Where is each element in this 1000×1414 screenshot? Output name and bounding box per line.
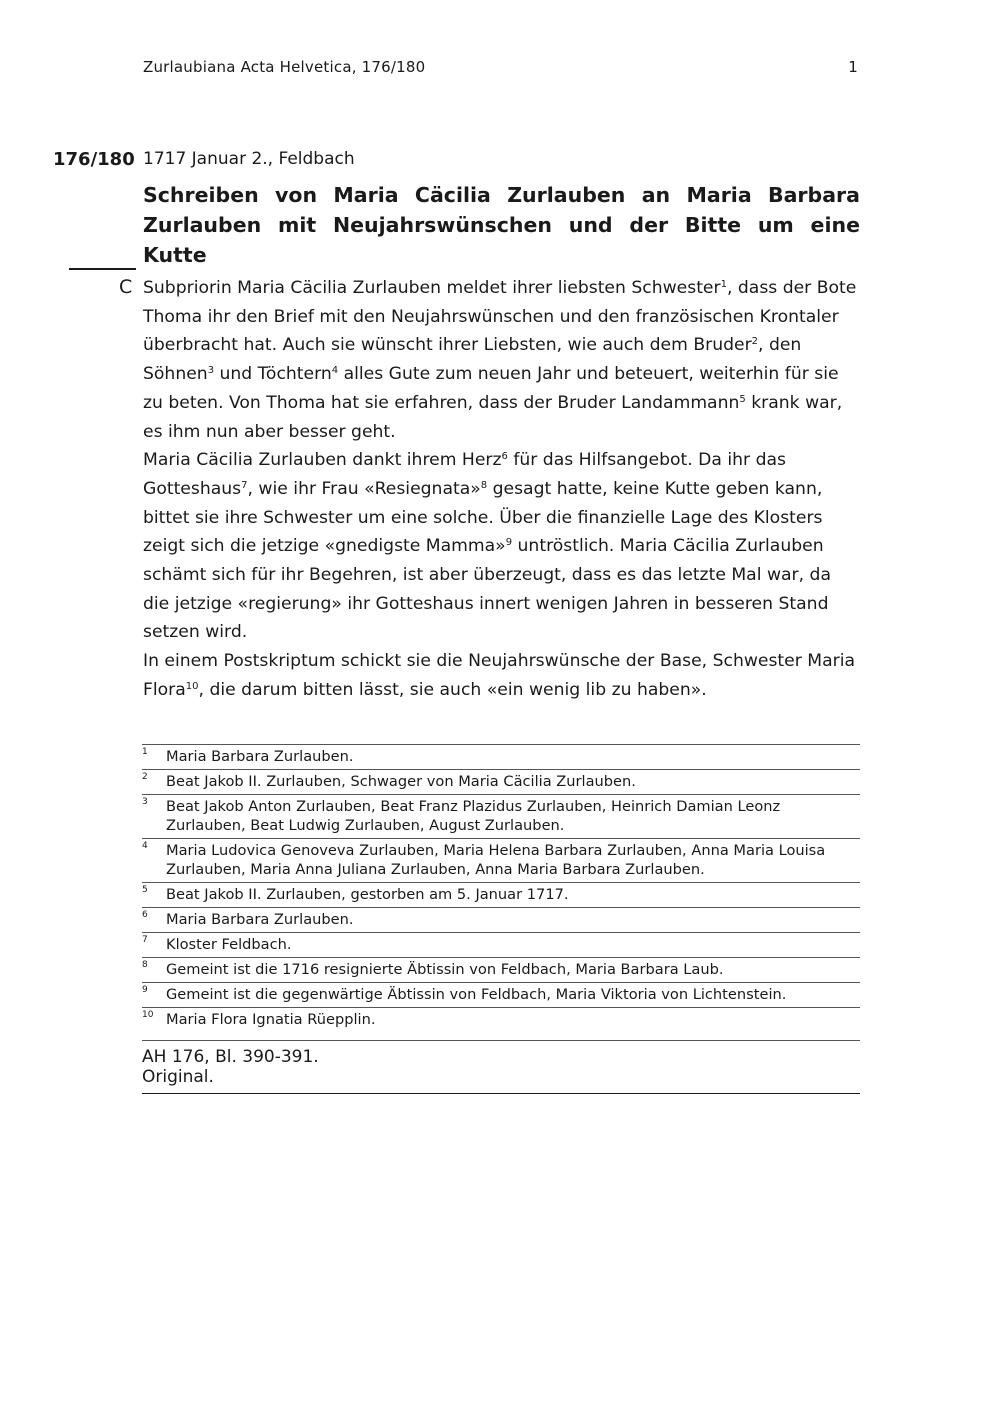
footnote-ref[interactable]: 3 (207, 365, 215, 377)
footnotes (142, 744, 860, 1094)
footnote-number: 8 (142, 960, 148, 970)
footnote-number: 2 (142, 772, 148, 782)
footnote-text: Maria Barbara Zurlauben. (166, 748, 354, 765)
footnote-ref[interactable]: 8 (480, 479, 488, 491)
footnote-ref[interactable]: 2 (751, 336, 759, 348)
regest-text: für das Hilfsangebot. Da ihr das Gotteshaus (143, 450, 786, 499)
regest-text: , den Söhnen (143, 335, 802, 385)
type-rule (69, 268, 136, 270)
regest-text: In einem Postskriptum schickt sie die Neujahrswünsche der Base, Schwester Maria Flora (143, 651, 856, 700)
footnote-number: 10 (142, 1010, 154, 1020)
regest-paragraph (143, 446, 860, 647)
footnote-text: Kloster Feldbach. (166, 936, 292, 953)
footnote-ref[interactable]: 9 (505, 537, 513, 549)
footnote-ref[interactable]: 1 (720, 279, 727, 290)
document-type-letter: C (119, 276, 133, 298)
footnote (142, 982, 860, 1007)
regest-text: Subpriorin Maria Cäcilia Zurlauben meldet ihrer liebsten Schwester (143, 278, 721, 298)
footnote-text: Beat Jakob II. Zurlauben, gestorben am 5. Januar 1717. (166, 886, 569, 903)
footnote (142, 957, 860, 982)
footnote-ref[interactable]: 4 (331, 365, 339, 377)
running-header (143, 58, 860, 76)
footnote (142, 769, 860, 794)
regest-text: alles Gute zum neuen Jahr und beteuert, weiterhin für sie zu beten. Von Thoma hat sie erfahren, dass der Bruder Landammann (143, 364, 839, 413)
footnote-text: Beat Jakob Anton Zurlauben, Beat Franz Plazidus Zurlauben, Heinrich Damian Leonz Zurlauben, Beat Ludwig Zurlauben, August Zurlauben. (166, 798, 781, 834)
footnote-ref[interactable]: 5 (739, 393, 746, 405)
footnote-number: 9 (142, 985, 148, 995)
footnote (142, 907, 860, 932)
regest-text: Maria Cäcilia Zurlauben dankt ihrem Herz (143, 450, 502, 471)
footnote-number: 1 (142, 747, 148, 757)
regest-text: und Töchtern (214, 364, 332, 385)
footnote (142, 838, 860, 882)
regest-paragraph (143, 274, 860, 446)
footnote-number: 6 (142, 910, 148, 920)
footnote (142, 744, 860, 769)
footnote (142, 882, 860, 907)
regest (143, 274, 860, 705)
footnote (142, 932, 860, 957)
source-archive: AH 176, Bl. 390-391. (142, 1047, 319, 1067)
document-date-place: 1717 Januar 2., Feldbach (143, 149, 355, 169)
regest-paragraph (143, 647, 860, 704)
regest-text: krank war, es ihm nun aber besser geht. (143, 392, 843, 442)
footnote-text: Beat Jakob II. Zurlauben, Schwager von Maria Cäcilia Zurlauben. (166, 773, 636, 790)
document-number: 176/180 (53, 149, 135, 170)
footnote-ref[interactable]: 6 (501, 451, 508, 463)
regest-text: , dass der Bote Thoma ihr den Brief mit den Neujahrswünschen und den französischen Krontaler überbracht hat. Auch sie wünscht ihrer Liebsten, wie auch dem Bruder (143, 278, 857, 356)
footnote-ref[interactable]: 10 (185, 680, 199, 692)
footnote-number: 3 (142, 797, 148, 807)
footnote-ref[interactable]: 7 (241, 479, 248, 491)
footnote-text: Gemeint ist die 1716 resignierte Äbtissin von Feldbach, Maria Barbara Laub. (166, 961, 724, 978)
regest-text: gesagt hatte, keine Kutte geben kann, bittet sie ihre Schwester um eine solche. Über die finanzielle Lage des Klosters zeigt sich die jetzige «gnedigste Mamma» (143, 478, 823, 557)
source-info (142, 1041, 860, 1087)
regest-text: untröstlich. Maria Cäcilia Zurlauben schämt sich für ihr Begehren, ist aber überzeugt, dass es das letzte Mal war, da die jetzige «regierung» ihr Gotteshaus innert wenigen Jahren in besseren Stand setzen wird. (143, 536, 831, 643)
footnote-text: Maria Flora Ignatia Rüepplin. (166, 1011, 376, 1028)
regest-text: , die darum bitten lässt, sie auch «ein wenig lib zu haben». (198, 679, 707, 700)
footnote (142, 794, 860, 838)
document-title: Schreiben von Maria Cäcilia Zurlauben an Maria Barbara Zurlauben mit Neujahrswünschen und der Bitte um eine Kutte (143, 183, 860, 267)
footnote-text: Maria Ludovica Genoveva Zurlauben, Maria Helena Barbara Zurlauben, Anna Maria Louisa Zurlauben, Maria Anna Juliana Zurlauben, Anna Maria Barbara Zurlauben. (166, 842, 826, 878)
regest-text: , wie ihr Frau «Resiegnata» (247, 478, 481, 499)
footnote-number: 5 (142, 885, 148, 895)
footnote-number: 4 (142, 841, 148, 851)
footnote-text: Maria Barbara Zurlauben. (166, 911, 354, 928)
source-rule (142, 1093, 860, 1094)
footnote (142, 1007, 860, 1032)
source-form: Original. (142, 1067, 214, 1087)
page-number: 1 (848, 58, 858, 76)
running-title: Zurlaubiana Acta Helvetica, 176/180 (143, 58, 426, 76)
footnote-text: Gemeint ist die gegenwärtige Äbtissin von Feldbach, Maria Viktoria von Lichtenstein. (166, 986, 787, 1003)
footnote-number: 7 (142, 935, 148, 945)
